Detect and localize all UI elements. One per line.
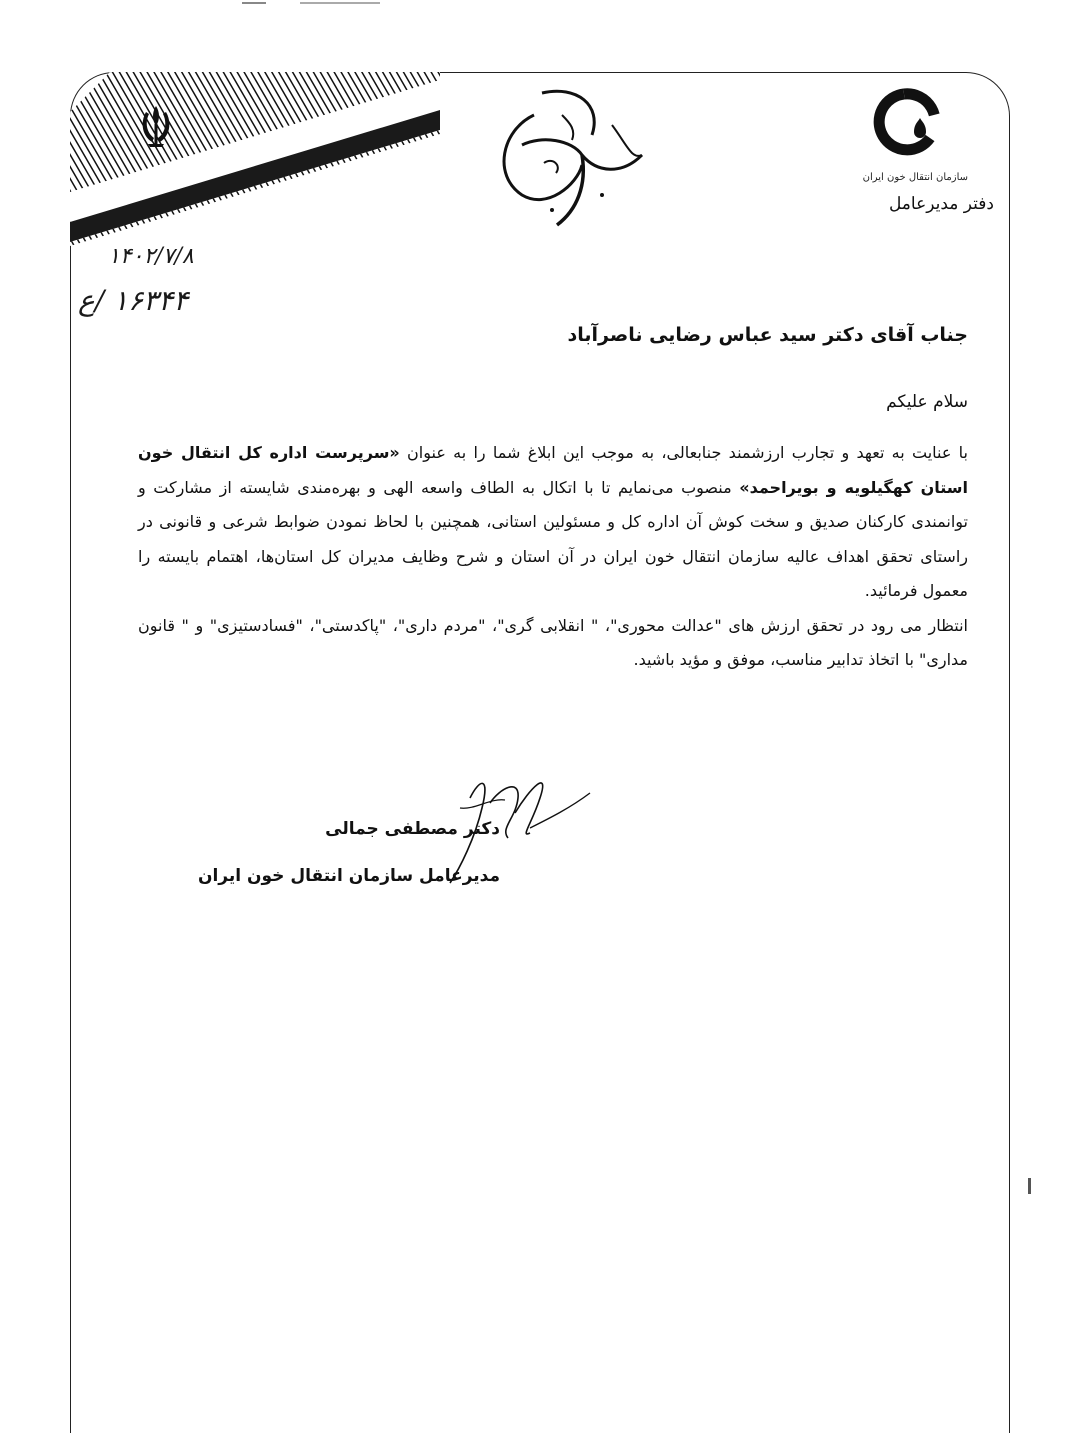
calligraphy-graphic: [482, 85, 662, 235]
body-paragraph-1: [138, 436, 968, 609]
signer-title: مدیرعامل سازمان انتقال خون ایران: [197, 866, 500, 886]
letterhead-frame: [70, 72, 1010, 1433]
blood-transfusion-logo-icon: [868, 88, 940, 172]
letter-body: [138, 436, 968, 678]
recipient-line: جناب آقای دکتر سید عباس رضایی ناصرآباد: [567, 324, 968, 346]
iran-emblem-icon: [134, 102, 178, 152]
body-paragraph-1-end: منصوب می‌نمایم تا با اتکال به الطاف واسعه الهی و بهره‌مندی شایسته از مشارکت و توانمندی کارکنان صدیق و سخت کوش آن اداره کل و مسئولین استانی، همچنین با لحاظ نمودن ضوابط شرعی و قانونی در راستای تحقق اهداف عالیه سازمان انتقال خون ایران در آن استان و شرح وظایف مدیران کل استان‌ها، اهتمام بایسته را معمول فرمائید.: [138, 477, 968, 600]
letter-date: ۱۴۰۲/۷/۸: [108, 244, 194, 269]
salutation: سلام علیکم: [886, 392, 968, 412]
flag-band: [70, 72, 440, 272]
body-paragraph-2: انتظار می رود در تحقق ارزش های "عدالت محوری"، " انقلابی گری"، "مردم داری"، "پاکدستی"، "فسادستیزی" و " قانون مداری" با اتخاذ تدابیر مناسب، موفق و مؤید باشید.: [138, 615, 968, 669]
signer-name: دکتر مصطفی جمالی: [325, 819, 500, 839]
bismillah-calligraphy: [482, 85, 662, 239]
scan-artifact: [242, 2, 266, 4]
letter-number: ۱۶۳۴۴ /ع: [78, 284, 189, 317]
organization-name: سازمان انتقال خون ایران: [862, 172, 968, 183]
scan-artifact: [300, 2, 380, 4]
margin-mark: [1028, 1178, 1031, 1194]
body-paragraph-1-start: با عنایت به تعهد و تجارب ارزشمند جنابعالی، به موجب این ابلاغ شما را به عنوان: [399, 443, 969, 462]
flag-stripes-graphic: [70, 72, 440, 272]
appointment-title: «سرپرست اداره کل انتقال خون استان کهگیلویه و بویراحمد»: [138, 443, 968, 497]
office-label: دفتر مدیرعامل: [888, 194, 994, 214]
